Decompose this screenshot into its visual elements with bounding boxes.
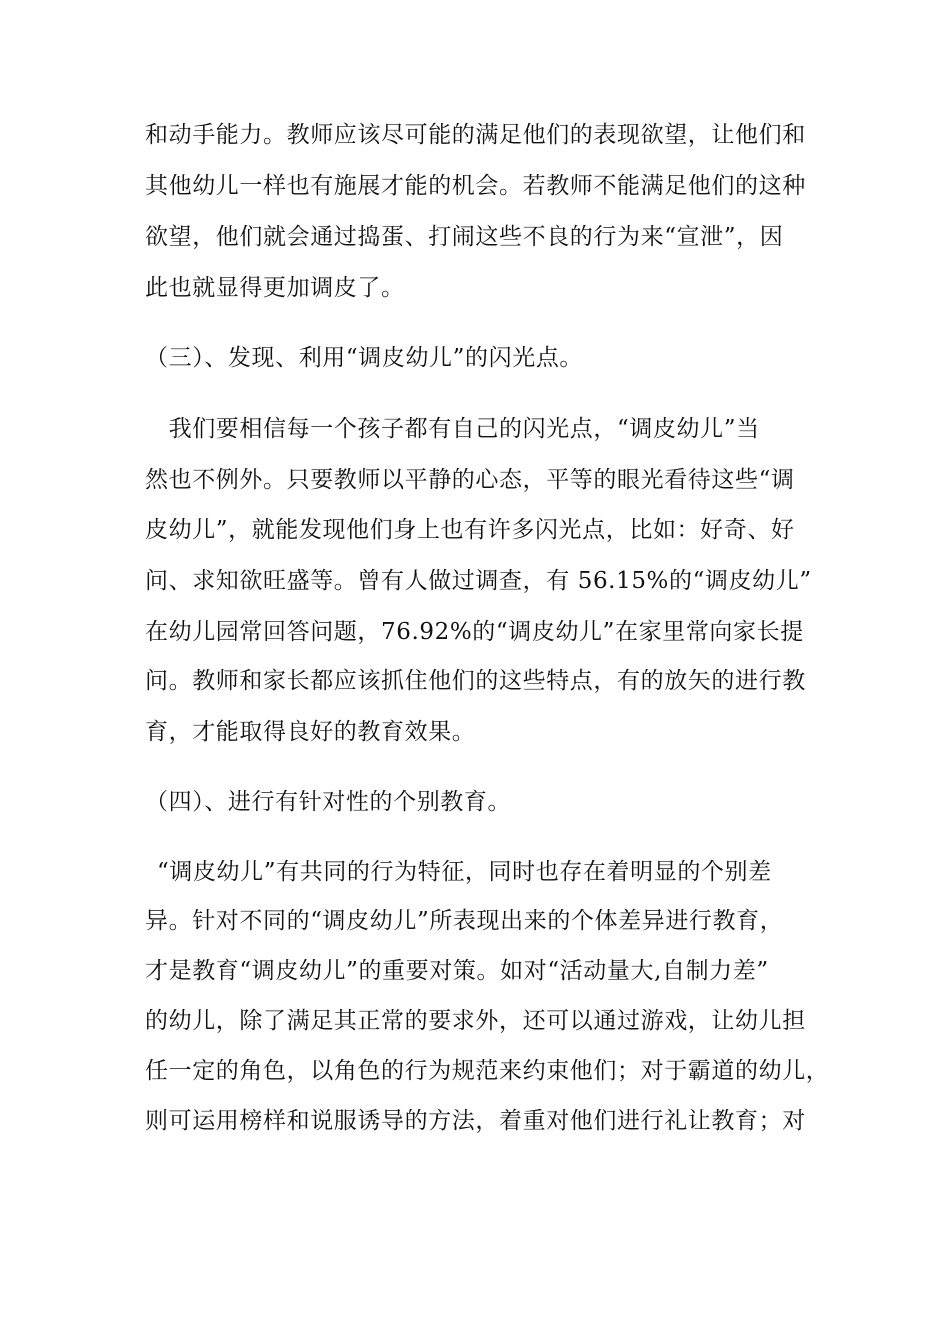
text-line: 皮幼儿”，就能发现他们身上也有许多闪光点，比如：好奇、好	[145, 517, 795, 543]
text-line: 此也就显得更加调皮了。	[145, 275, 405, 301]
text-line: 则可运用榜样和说服诱导的方法，着重对他们进行礼让教育；对	[145, 1108, 806, 1134]
section-heading-3: （三）、发现、利用“调皮幼儿”的闪光点。	[145, 345, 584, 371]
text-line: 问、求知欲旺盛等。曾有人做过调查，有 56.15%的“调皮幼儿”	[145, 568, 812, 594]
text-line: 然也不例外。只要教师以平静的心态，平等的眼光看待这些“调	[145, 467, 795, 493]
text-line: 的幼儿，除了满足其正常的要求外，还可以通过游戏，让幼儿担	[145, 1008, 806, 1034]
text-line: “调皮幼儿”有共同的行为特征，同时也存在着明显的个别差	[157, 859, 772, 885]
text-line: 问。教师和家长都应该抓住他们的这些特点，有的放矢的进行教	[145, 668, 806, 694]
text-line: 任一定的角色，以角色的行为规范来约束他们；对于霸道的幼儿，	[145, 1058, 830, 1084]
text-line: 我们要相信每一个孩子都有自己的闪光点，“调皮幼儿”当	[145, 416, 760, 442]
text-line: 才是教育“调皮幼儿”的重要对策。如对“活动量大,自制力差”	[145, 958, 769, 984]
text-line: 和动手能力。教师应该尽可能的满足他们的表现欲望，让他们和	[145, 122, 806, 148]
section-heading-4: （四）、进行有针对性的个别教育。	[145, 789, 512, 815]
text-line: 异。针对不同的“调皮幼儿”所表现出来的个体差异进行教育，	[145, 908, 784, 934]
text-line: 欲望，他们就会通过捣蛋、打闹这些不良的行为来“宣泄”，因	[145, 224, 784, 250]
text-line: 其他幼儿一样也有施展才能的机会。若教师不能满足他们的这种	[145, 173, 806, 199]
text-line: 在幼儿园常回答问题，76.92%的“调皮幼儿”在家里常向家长提	[145, 619, 804, 645]
text-line: 育，才能取得良好的教育效果。	[145, 719, 476, 745]
